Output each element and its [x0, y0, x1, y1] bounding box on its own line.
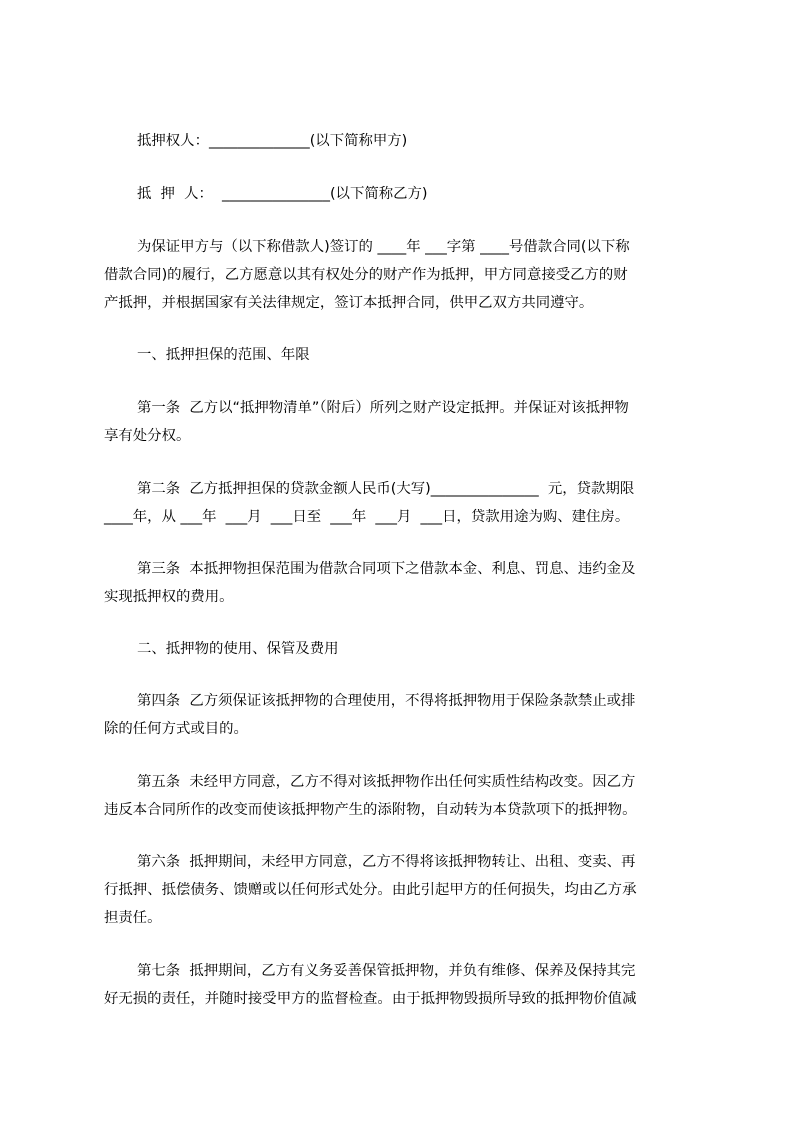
preamble-line-1: 为保证甲方与（以下称借款人)签订的 ____年 ___字第 ____号借款合同(以下称 — [137, 239, 630, 255]
preamble-line-2: 借款合同)的履行，乙方愿意以其有权处分的财产作为抵押，甲方同意接受乙方的财 — [104, 267, 628, 283]
article-3-line-1: 第三条 本抵押物担保范围为借款合同项下之借款本金、利息、罚息、违约金及 — [137, 561, 636, 577]
section-2-title: 二、抵押物的使用、保管及费用 — [137, 641, 339, 657]
article-6-line-3: 担责任。 — [104, 910, 162, 926]
article-5-line-1: 第五条 未经甲方同意，乙方不得对该抵押物作出任何实质性结构改变。因乙方 — [137, 774, 636, 790]
section-1-title: 一、抵押担保的范围、年限 — [137, 347, 310, 363]
article-4-line-2: 除的任何方式或目的。 — [104, 721, 248, 737]
article-3-line-2: 实现抵押权的费用。 — [104, 589, 234, 605]
mortgagor-line: 抵 押 人： _______________(以下简称乙方) — [137, 186, 428, 202]
article-7-line-2: 好无损的责任，并随时接受甲方的监督检查。由于抵押物毁损所导致的抵押物价值减 — [104, 991, 637, 1007]
article-1-line-1: 第一条 乙方以“抵押物清单”（附后）所列之财产设定抵押。并保证对该抵押物 — [137, 400, 629, 416]
article-5-line-2: 违反本合同所作的改变而使该抵押物产生的添附物，自动转为本贷款项下的抵押物。 — [104, 802, 637, 818]
mortgagee-line: 抵押权人：______________(以下简称甲方) — [137, 133, 408, 149]
article-4-line-1: 第四条 乙方须保证该抵押物的合理使用，不得将抵押物用于保险条款禁止或排 — [137, 693, 636, 709]
article-7-line-1: 第七条 抵押期间，乙方有义务妥善保管抵押物，并负有维修、保养及保持其完 — [137, 963, 636, 979]
article-2-line-2: ____年，从 ___年 ___月 ___日至 ___年 ___月 ___日，贷款用途为购、建住房。 — [104, 509, 630, 525]
article-6-line-2: 行抵押、抵偿债务、馈赠或以任何形式处分。由此引起甲方的任何损失，均由乙方承 — [104, 882, 637, 898]
article-6-line-1: 第六条 抵押期间，未经甲方同意，乙方不得将该抵押物转让、出租、变卖、再 — [137, 854, 636, 870]
article-1-line-2: 享有处分权。 — [104, 428, 191, 444]
article-2-line-1: 第二条 乙方抵押担保的贷款金额人民币(大写)_______________ 元，贷款期限 — [137, 481, 635, 497]
preamble-line-3: 产抵押，并根据国家有关法律规定，签订本抵押合同，供甲乙双方共同遵守。 — [104, 295, 594, 311]
